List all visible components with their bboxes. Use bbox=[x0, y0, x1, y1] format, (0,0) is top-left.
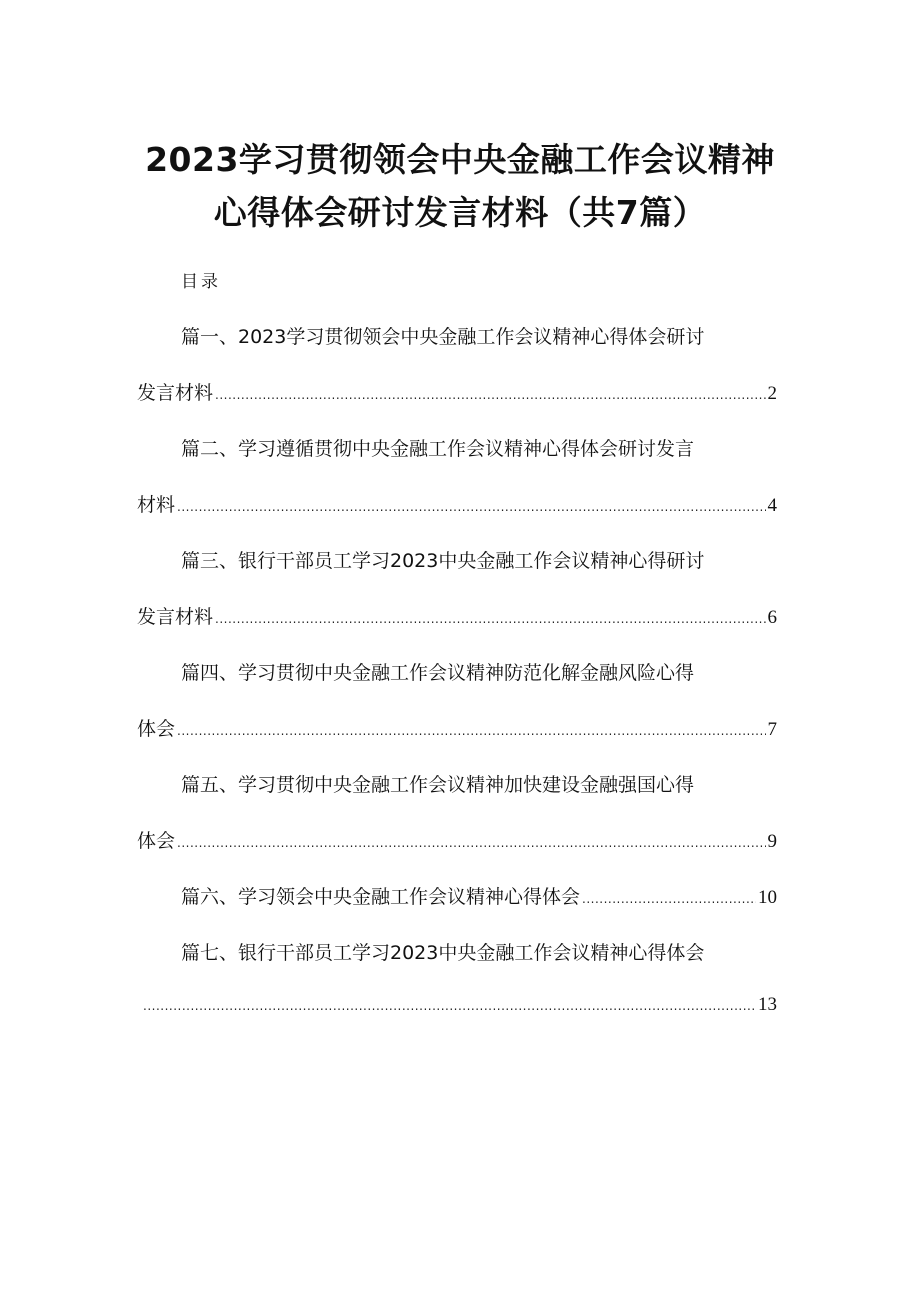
toc-entry-3-title[interactable]: 篇三、银行干部员工学习2023中央金融工作会议精神心得研讨 bbox=[181, 550, 705, 572]
toc-entry-1-continuation[interactable] bbox=[137, 380, 777, 408]
toc-entry-1-title-continued: 发言材料 bbox=[137, 382, 214, 404]
toc-entry-5-title[interactable]: 篇五、学习贯彻中央金融工作会议精神加快建设金融强国心得 bbox=[181, 774, 695, 796]
toc-entry-2-title-continued: 材料 bbox=[137, 494, 176, 516]
dot-leader bbox=[177, 494, 765, 520]
toc-entry-4-title[interactable]: 篇四、学习贯彻中央金融工作会议精神防范化解金融风险心得 bbox=[181, 662, 695, 684]
dot-leader bbox=[582, 886, 756, 912]
toc-entry-1-page-number: 2 bbox=[767, 383, 777, 404]
dot-leader bbox=[177, 718, 765, 744]
toc-entry-4-title-continued: 体会 bbox=[137, 718, 176, 740]
toc-entry-3-continuation[interactable] bbox=[137, 604, 777, 632]
toc-entry-3-page-number: 6 bbox=[767, 607, 777, 628]
toc-entry-4-page-number: 7 bbox=[767, 719, 777, 740]
toc-entry-5-page-number: 9 bbox=[767, 831, 777, 852]
toc-entry-7-continuation[interactable] bbox=[143, 992, 777, 1019]
document-title-line-2: 心得体会研讨发言材料（共7篇） bbox=[213, 193, 707, 232]
toc-heading: 目录 bbox=[181, 272, 221, 292]
toc-entry-6-page-number: 10 bbox=[758, 887, 777, 908]
dot-leader bbox=[143, 993, 756, 1019]
toc-entry-1-title[interactable]: 篇一、2023学习贯彻领会中央金融工作会议精神心得体会研讨 bbox=[181, 326, 705, 348]
toc-entry-2-title[interactable]: 篇二、学习遵循贯彻中央金融工作会议精神心得体会研讨发言 bbox=[181, 438, 695, 460]
toc-entry-7-title[interactable]: 篇七、银行干部员工学习2023中央金融工作会议精神心得体会 bbox=[181, 942, 705, 964]
toc-entry-2-page-number: 4 bbox=[767, 495, 777, 516]
toc-entry-6[interactable] bbox=[181, 884, 777, 912]
toc-entry-4-continuation[interactable] bbox=[137, 716, 777, 744]
dot-leader bbox=[215, 382, 765, 408]
toc-entry-2-continuation[interactable] bbox=[137, 492, 777, 520]
document-title-line-1: 2023学习贯彻领会中央金融工作会议精神 bbox=[145, 140, 775, 179]
dot-leader bbox=[215, 606, 765, 632]
toc-entry-7-page-number: 13 bbox=[758, 994, 777, 1015]
toc-entry-5-title-continued: 体会 bbox=[137, 830, 176, 852]
toc-entry-6-title: 篇六、学习领会中央金融工作会议精神心得体会 bbox=[181, 886, 581, 908]
toc-entry-3-title-continued: 发言材料 bbox=[137, 606, 214, 628]
toc-entry-5-continuation[interactable] bbox=[137, 828, 777, 856]
dot-leader bbox=[177, 830, 765, 856]
